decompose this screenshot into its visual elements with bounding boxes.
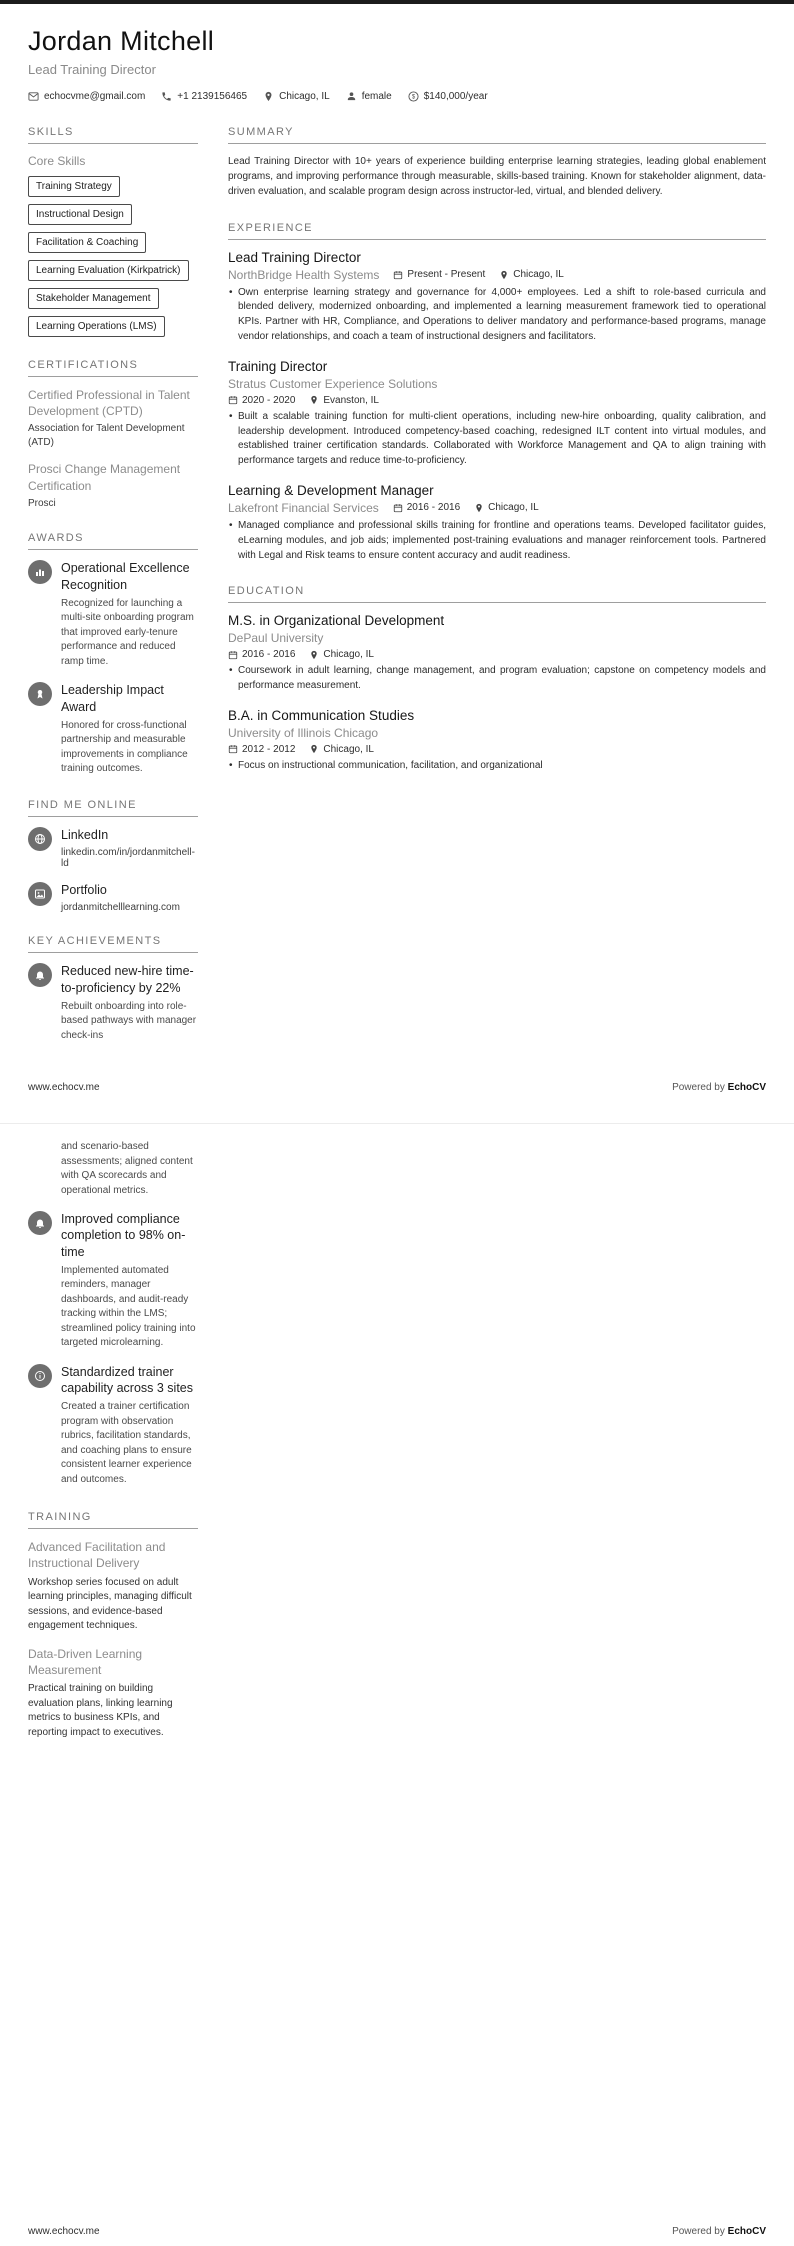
achievement-description: Implemented automated reminders, manager dashboards, and audit-ready tracking within the LMS; streamlined policy training into targeted microlearning.	[61, 1264, 196, 1349]
education-dates: 2012 - 2012	[228, 744, 295, 755]
education-heading: EDUCATION	[228, 585, 766, 603]
online-profile-url[interactable]: jordanmitchelllearning.com	[61, 902, 180, 914]
page-footer	[28, 1082, 766, 1093]
skill-chip: Instructional Design	[28, 204, 132, 225]
page-footer	[28, 2226, 766, 2237]
achievement-title: Reduced new-hire time-to-proficiency by 22%	[61, 964, 194, 995]
calendar-icon	[228, 744, 238, 754]
certification-item	[28, 461, 198, 510]
achievement-description-continued: and scenario-based assessments; aligned content with QA scorecards and operational metrics.	[61, 1141, 193, 1196]
contact-email[interactable]: echocvme@gmail.com	[28, 91, 145, 102]
skills-section	[28, 126, 198, 337]
experience-section	[228, 222, 766, 564]
skill-chip: Training Strategy	[28, 176, 120, 197]
award-description: Honored for cross-functional partnership and measurable improvements in compliance training outcomes.	[61, 719, 188, 775]
globe-icon	[28, 827, 52, 851]
training-title: Data-Driven Learning Measurement	[28, 1646, 143, 1677]
bell-icon	[28, 1211, 52, 1235]
online-profile-label: LinkedIn	[61, 827, 109, 842]
job-dates: 2020 - 2020	[228, 395, 295, 406]
contact-location: Chicago, IL	[263, 91, 330, 102]
contact-phone[interactable]: +1 2139156465	[161, 91, 247, 102]
school-name: University of Illinois Chicago	[228, 725, 379, 740]
award-title: Leadership Impact Award	[61, 683, 164, 714]
skill-chip: Facilitation & Coaching	[28, 232, 146, 253]
skill-chip: Learning Operations (LMS)	[28, 316, 165, 337]
info-icon	[28, 1364, 52, 1388]
job-bullet: • Built a scalable training function for multi-client operations, including new-hire onboarding, quality calibration, and leadership development. Introduced competency-based coaching, redesigned ILT content into virtual modules, and established trainer certification standards. Collaborated with Workforce Management and QA to align training with performance targets and reduce time-to-proficiency.	[228, 410, 766, 469]
powered-by: Powered by EchoCV	[672, 1082, 766, 1093]
certification-item	[28, 387, 198, 449]
company-name: NorthBridge Health Systems	[228, 267, 380, 282]
location-icon	[263, 91, 274, 102]
left-column	[28, 126, 198, 1065]
bell-icon	[28, 963, 52, 987]
experience-item	[228, 483, 766, 563]
calendar-icon	[228, 650, 238, 660]
experience-item	[228, 250, 766, 345]
summary-section	[228, 126, 766, 200]
certifications-heading: CERTIFICATIONS	[28, 359, 198, 377]
find-me-online-section	[28, 799, 198, 914]
resume-page-2	[0, 1123, 794, 2246]
education-item	[228, 613, 766, 694]
powered-by: Powered by EchoCV	[672, 2226, 766, 2237]
education-dates: 2016 - 2016	[228, 649, 295, 660]
key-achievements-heading: KEY ACHIEVEMENTS	[28, 935, 198, 953]
location-icon	[309, 395, 319, 405]
education-bullet: • Focus on instructional communication, facilitation, and organizational	[228, 759, 766, 774]
job-title: Lead Training Director	[228, 249, 361, 265]
training-description: Practical training on building evaluation plans, linking learning metrics to business KPIs, and reporting impact to executives.	[28, 1683, 173, 1738]
skills-heading: SKILLS	[28, 126, 198, 144]
job-location: Chicago, IL	[474, 502, 539, 513]
location-icon	[309, 650, 319, 660]
online-profile-label: Portfolio	[61, 883, 107, 897]
location-icon	[474, 503, 484, 513]
achievement-description: Created a trainer certification program with observation rubrics, facilitation standards, and coaching plans to ensure consistent learner experience and outcomes.	[61, 1401, 192, 1485]
achievement-item	[28, 963, 198, 1043]
resume-header	[28, 0, 766, 102]
award-item	[28, 560, 198, 669]
achievement-title: Standardized trainer capability across 3 sites	[61, 1364, 194, 1395]
find-me-online-heading: FIND ME ONLINE	[28, 799, 198, 817]
awards-section	[28, 532, 198, 777]
experience-item	[228, 359, 766, 469]
training-description: Workshop series focused on adult learning principles, managing difficult sessions, and evidence-based engagement techniques.	[28, 1576, 192, 1632]
location-icon	[499, 270, 509, 280]
job-title: Training Director	[228, 358, 328, 374]
skills-group-label: Core Skills	[28, 154, 86, 168]
location-icon	[309, 744, 319, 754]
training-heading: TRAINING	[28, 1511, 198, 1529]
online-profile-url[interactable]: linkedin.com/in/jordanmitchell-ld	[61, 847, 195, 869]
contact-gender: female	[346, 91, 392, 102]
training-section	[28, 1511, 198, 1740]
person-name: Jordan Mitchell	[28, 26, 215, 56]
certification-title: Certified Professional in Talent Development (CPTD)	[28, 388, 190, 419]
job-title: Learning & Development Manager	[228, 482, 434, 498]
job-bullet: • Managed compliance and professional skills training for frontline and operations teams. Developed facilitator guides, eLearning modules, and job aids; implemented post-training evaluations and manager reinforcement tools. Partnered with Legal and Risk teams to ensure content accuracy and audit readiness.	[228, 519, 766, 563]
key-achievements-section	[28, 935, 198, 1043]
summary-heading: SUMMARY	[228, 126, 766, 144]
training-title: Advanced Facilitation and Instructional Delivery	[28, 1540, 166, 1571]
job-location: Evanston, IL	[309, 395, 379, 406]
certification-title: Prosci Change Management Certification	[28, 462, 181, 493]
achievement-title: Improved compliance completion to 98% on-time	[61, 1212, 186, 1259]
education-section	[228, 585, 766, 773]
awards-heading: AWARDS	[28, 532, 198, 550]
right-column-page-2	[228, 1140, 766, 1762]
certifications-section	[28, 359, 198, 510]
footer-site-link[interactable]: www.echocv.me	[28, 2226, 100, 2237]
training-item	[28, 1539, 198, 1633]
job-dates: 2016 - 2016	[393, 502, 460, 513]
bar-chart-icon	[28, 560, 52, 584]
salary-icon	[408, 91, 419, 102]
calendar-icon	[393, 270, 403, 280]
ribbon-icon	[28, 682, 52, 706]
skill-chip: Stakeholder Management	[28, 288, 159, 309]
top-accent-bar	[0, 0, 794, 4]
award-description: Recognized for launching a multi-site onboarding program that improved early-tenure performance and reduced ramp time.	[61, 597, 194, 667]
left-column-page-2	[28, 1140, 198, 1762]
footer-site-link[interactable]: www.echocv.me	[28, 1082, 100, 1093]
job-bullet: • Own enterprise learning strategy and governance for 4,000+ employees. Led a shift to role-based curricula and blended delivery, modernized onboarding, and implemented a learning measurement framework tied to operational KPIs. Partner with HR, Compliance, and Operations to deliver mandatory and performance-based programs, manage vendor relationships, and coach a team of instructional designers and facilitators.	[228, 286, 766, 345]
right-column	[228, 126, 766, 1065]
achievement-item	[28, 1364, 198, 1488]
person-icon	[346, 91, 357, 102]
email-icon	[28, 91, 39, 102]
degree-title: M.S. in Organizational Development	[228, 613, 445, 629]
school-name: DePaul University	[228, 631, 324, 646]
job-location: Chicago, IL	[499, 269, 564, 280]
certification-issuer: Prosci	[28, 497, 56, 509]
job-dates: Present - Present	[393, 269, 485, 280]
education-item	[228, 708, 766, 774]
calendar-icon	[393, 503, 403, 513]
online-profile-item	[28, 827, 198, 869]
achievement-description: Rebuilt onboarding into role-based pathways with manager check-ins	[61, 1000, 197, 1041]
company-name: Lakefront Financial Services	[228, 500, 379, 515]
degree-title: B.A. in Communication Studies	[228, 707, 415, 723]
training-item	[28, 1646, 198, 1740]
education-location: Chicago, IL	[309, 744, 374, 755]
image-icon	[28, 882, 52, 906]
contact-row	[28, 91, 766, 102]
skill-chip: Learning Evaluation (Kirkpatrick)	[28, 260, 189, 281]
certification-issuer: Association for Talent Development (ATD)	[28, 423, 185, 448]
award-title: Operational Excellence Recognition	[61, 561, 190, 592]
svg-text:$: $	[411, 94, 415, 101]
summary-text: Lead Training Director with 10+ years of experience building enterprise learning strategies, leading global enablement programs, and improving performance through measurable, skills-based training. Known for stakeholder alignment, data-driven evaluation, and scalable program design across instructor-led, virtual, and blended delivery.	[228, 156, 766, 198]
contact-salary: $ $140,000/year	[408, 91, 488, 102]
award-item	[28, 682, 198, 777]
phone-icon	[161, 91, 172, 102]
achievement-item	[28, 1211, 198, 1351]
education-bullet: • Coursework in adult learning, change management, and program evaluation; capstone on competency models and performance measurement.	[228, 664, 766, 694]
echocv-brand[interactable]: EchoCV	[727, 1082, 766, 1093]
experience-heading: EXPERIENCE	[228, 222, 766, 240]
echocv-brand[interactable]: EchoCV	[727, 2226, 766, 2237]
person-title: Lead Training Director	[28, 62, 156, 77]
online-profile-item	[28, 882, 198, 913]
education-location: Chicago, IL	[309, 649, 374, 660]
calendar-icon	[228, 395, 238, 405]
company-name: Stratus Customer Experience Solutions	[228, 376, 438, 391]
